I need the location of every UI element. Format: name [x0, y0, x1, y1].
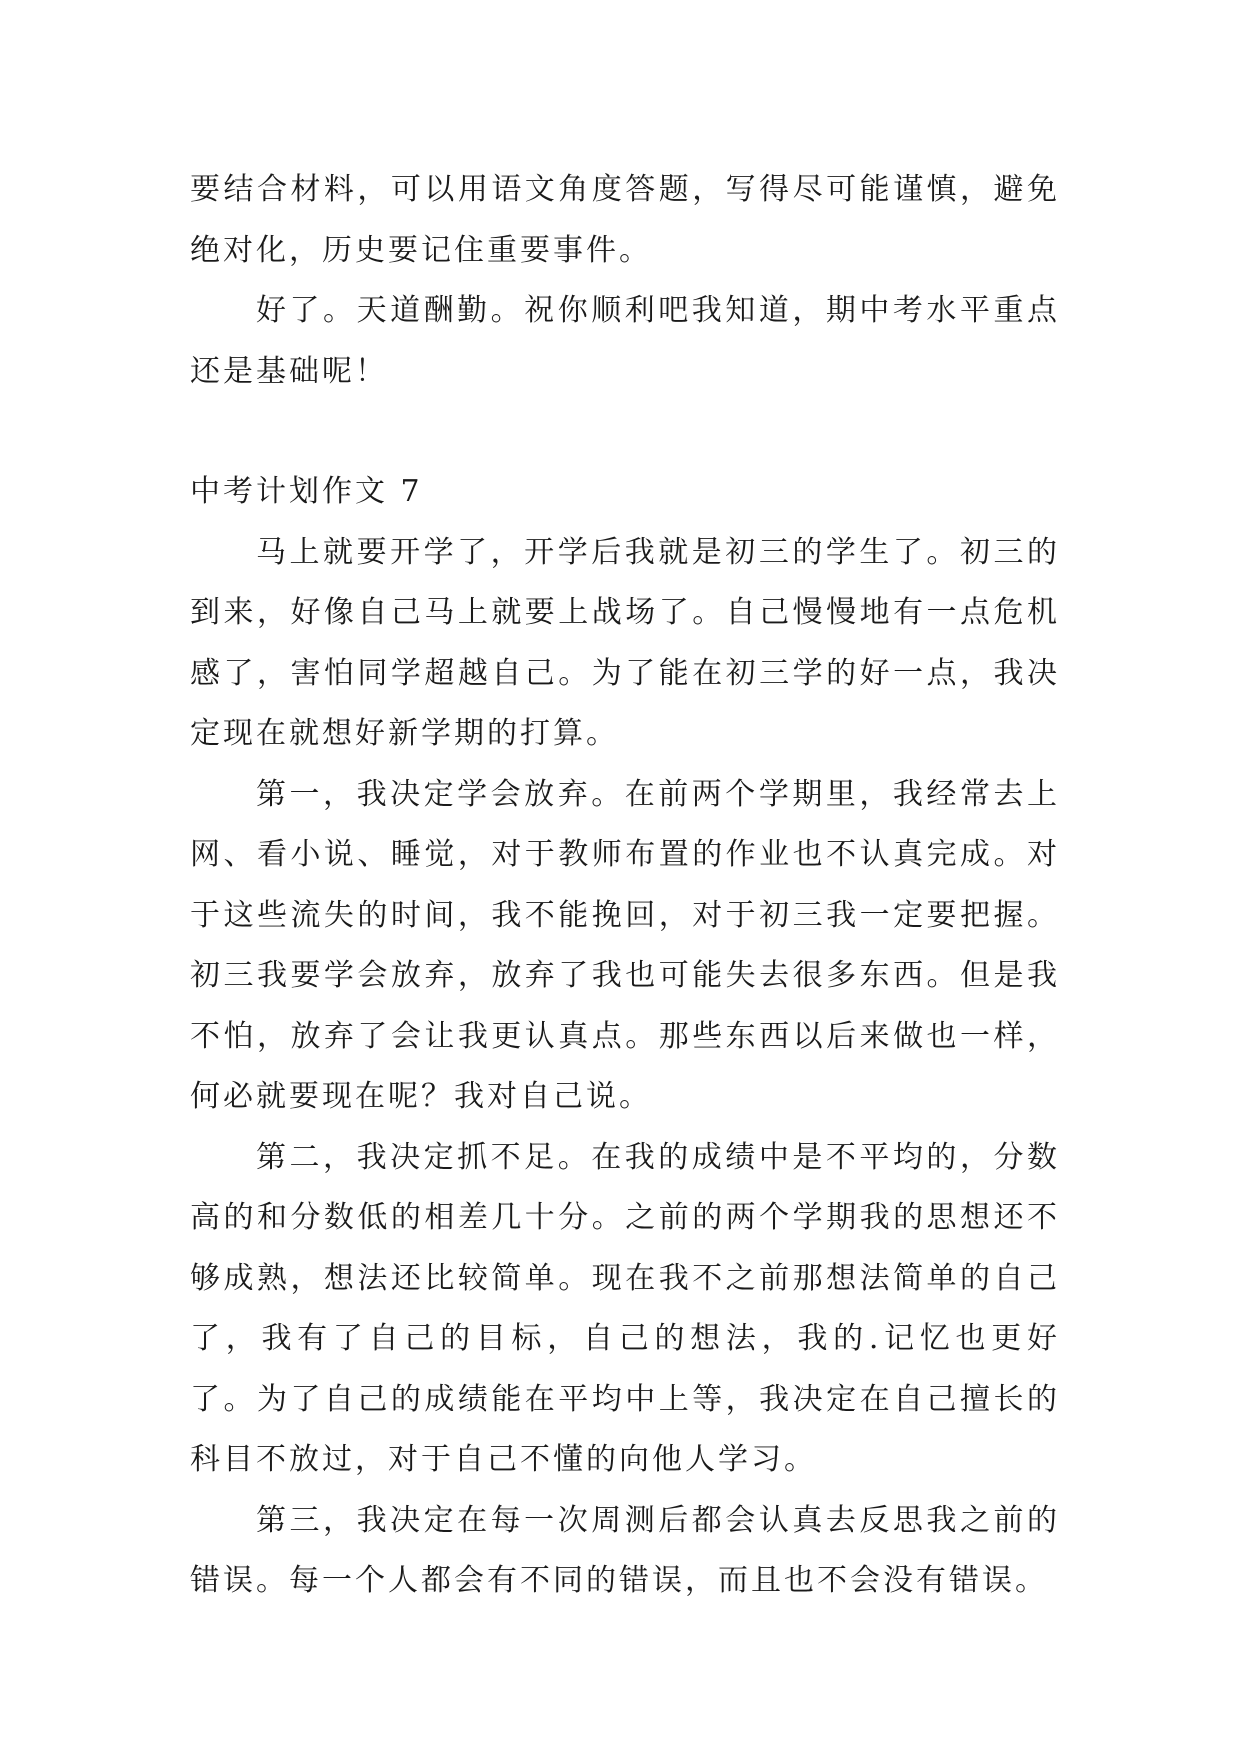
section-paragraph-third: 第三，我决定在每一次周测后都会认真去反思我之前的错误。每一个人都会有不同的错误，而且也不会没有错误。 [190, 1502, 1060, 1598]
section-paragraph-intro: 马上就要开学了，开学后我就是初三的学生了。初三的到来，好像自己马上就要上战场了。自己慢慢地有一点危机感了，害怕同学超越自己。为了能在初三学的好一点，我决定现在就想好新学期的打算。 [190, 534, 1060, 751]
paragraph-closing: 好了。天道酬勤。祝你顺利吧我知道，期中考水平重点还是基础呢！ [190, 293, 1060, 389]
section-paragraph-second: 第二，我决定抓不足。在我的成绩中是不平均的，分数高的和分数低的相差几十分。之前的两个学期我的思想还不够成熟，想法还比较简单。现在我不之前那想法简单的自己了，我有了自己的目标，自己的想法，我的.记忆也更好了。为了自己的成绩能在平均中上等，我决定在自己擅长的科目不放过，对于自己不懂的向他人学习。 [190, 1139, 1060, 1477]
paragraph-continued: 要结合材料，可以用语文角度答题，写得尽可能谨慎，避免绝对化，历史要记住重要事件。 [190, 172, 1060, 268]
section-title: 中考计划作文 7 [190, 474, 423, 509]
document-page [190, 160, 1060, 1612]
section-paragraph-first: 第一，我决定学会放弃。在前两个学期里，我经常去上网、看小说、睡觉，对于教师布置的作业也不认真完成。对于这些流失的时间，我不能挽回，对于初三我一定要把握。初三我要学会放弃，放弃了我也可能失去很多东西。但是我不怕，放弃了会让我更认真点。那些东西以后来做也一样，何必就要现在呢？我对自己说。 [190, 776, 1060, 1114]
